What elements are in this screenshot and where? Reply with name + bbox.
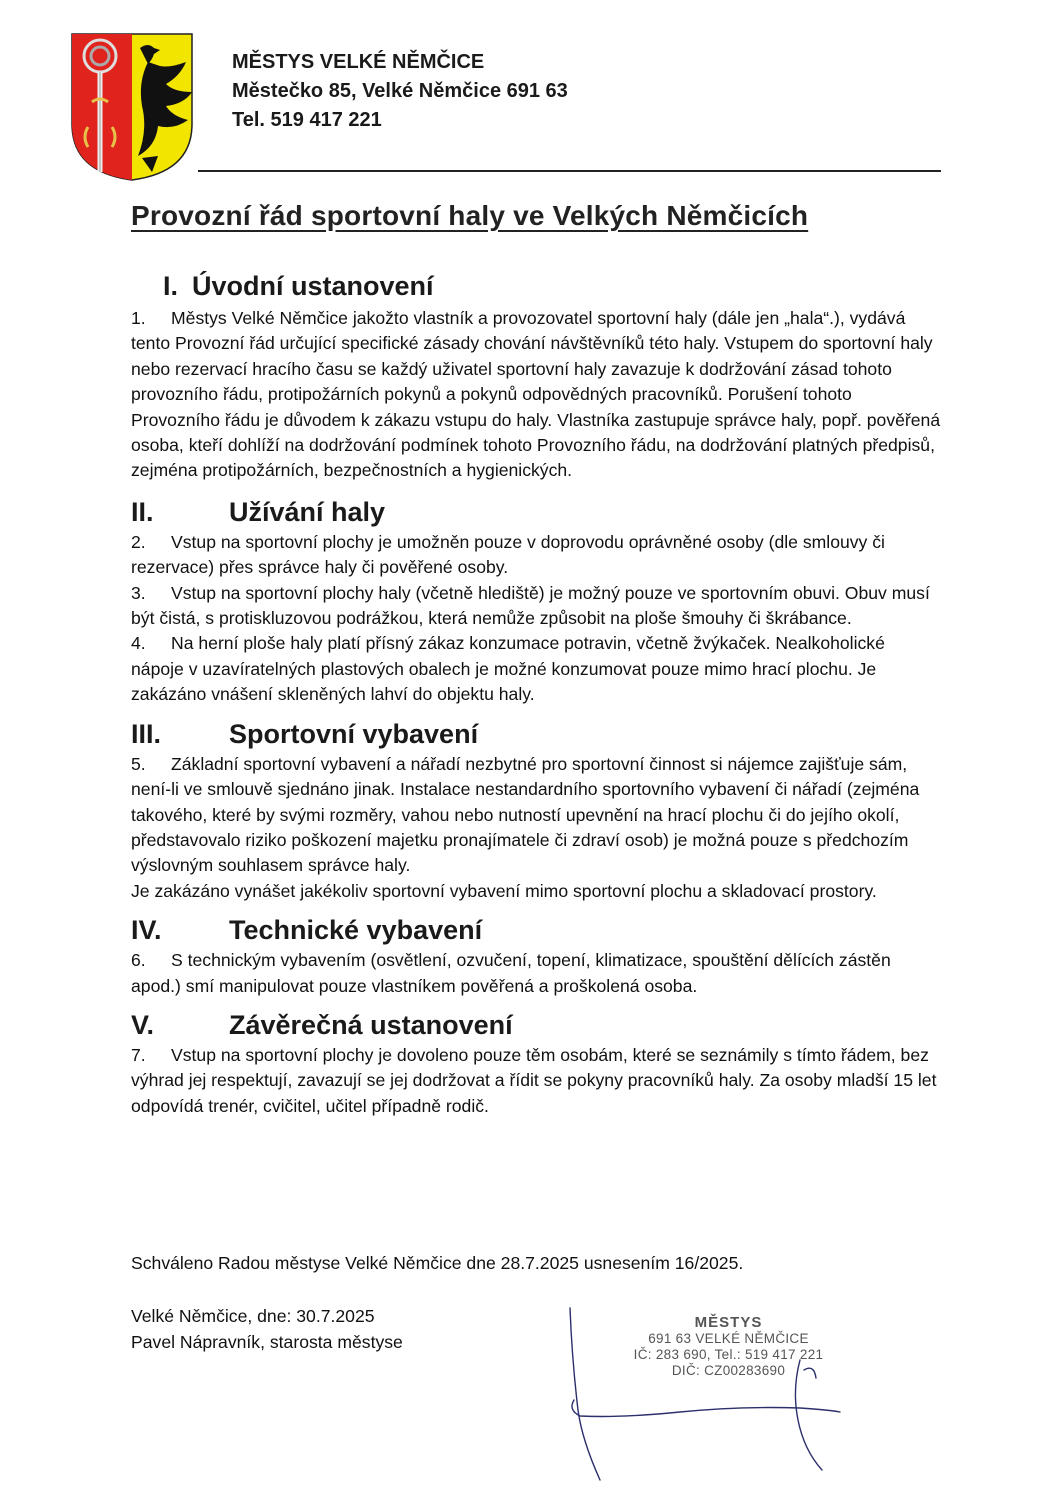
letterhead — [232, 48, 568, 135]
document-body — [131, 268, 941, 1119]
paragraph-text: S technickým vybavením (osvětlení, ozvučení, topení, klimatizace, spouštění dělících zástěn apod.) smí manipulovat pouze vlastníkem pověřená a proškolená osoba. — [131, 950, 891, 996]
section-number: IV. — [131, 915, 162, 946]
section-title: Užívání haly — [229, 496, 386, 527]
section-heading — [131, 494, 941, 530]
paragraph — [131, 306, 941, 484]
section-heading — [131, 268, 941, 304]
paragraph-number: 3. — [131, 582, 146, 603]
place-date: Velké Němčice, dne: 30.7.2025 — [131, 1306, 375, 1326]
org-name: MĚSTYS VELKÉ NĚMČICE — [232, 51, 485, 73]
section-title: Závěrečná ustanovení — [229, 1009, 513, 1040]
section-number: II. — [131, 496, 154, 527]
org-phone: Tel. 519 417 221 — [232, 109, 382, 131]
section-number: V. — [131, 1009, 155, 1040]
section-title: Úvodní ustanovení — [192, 271, 434, 301]
paragraph-number: 5. — [131, 753, 146, 774]
stamp-line: DIČ: CZ00283690 — [671, 1363, 786, 1378]
paragraph — [131, 530, 941, 581]
paragraph-number: 7. — [131, 1044, 146, 1065]
paragraph-number: 1. — [131, 308, 146, 328]
paragraph — [131, 879, 941, 904]
section-title: Technické vybavení — [229, 915, 483, 946]
paragraph — [131, 631, 941, 707]
paragraph-number: 6. — [131, 950, 146, 971]
paragraph-text: Vstup na sportovní plochy je dovoleno pouze těm osobám, které se seznámily s tímto řádem, bez výhrad jej respektují, zavazují se jej dodržovat a řídit se pokyny pracovníků haly. Za osoby mladší 15 let odpovídá trenér, cvičitel, učitel případně rodič. — [131, 1044, 937, 1116]
stamp-line: IČ: 283 690, Tel.: 519 417 221 — [633, 1347, 824, 1362]
approval-note: Schváleno Radou městyse Velké Němčice dne 28.7.2025 usnesením 16/2025. — [131, 1253, 744, 1273]
header-divider — [198, 170, 941, 172]
section-number: III. — [131, 718, 162, 749]
paragraph-number: 4. — [131, 633, 146, 654]
stamp-title: MĚSTYS — [694, 1314, 763, 1331]
handwritten-signature — [560, 1300, 850, 1490]
paragraph-text: Městys Velké Němčice jakožto vlastník a provozovatel sportovní haly (dále jen „hala“.), vydává tento Provozní řád určující specifické zásady chování návštěvníků této haly. Vstupem do sportovní haly nebo rezervací hracího času se každý uživatel sportovní haly zavazuje k dodržování zásad tohoto provozního řádu, protipožárních pokynů a pokynů odpovědných pracovníků. Porušení tohoto Provozního řádu je důvodem k zákazu vstupu do haly. Vlastníka zastupuje správce haly, popř. pověřená osoba, kteří dohlíží na dodržování podmínek tohoto Provozního řádu, na dodržování platných předpisů, zejména protipožárních, bezpečnostních a hygienických. — [131, 308, 941, 481]
section-heading — [131, 1007, 941, 1043]
section-heading — [131, 912, 941, 948]
document-title: Provozní řád sportovní haly ve Velkých Němčicích — [131, 200, 809, 231]
section-number: I. — [163, 271, 179, 301]
paragraph-text: Je zakázáno vynášet jakékoliv sportovní vybavení mimo sportovní plochu a skladovací prostory. — [131, 880, 877, 901]
org-address: Městečko 85, Velké Němčice 691 63 — [232, 80, 568, 102]
coat-of-arms-logo — [70, 32, 194, 182]
paragraph-text: Vstup na sportovní plochy haly (včetně hlediště) je možný pouze ve sportovním obuvi. Obuv musí být čistá, s protiskluzovou podrážkou, která nemůže způsobit na ploše šmouhy či škrábance. — [131, 582, 930, 629]
paragraph — [131, 581, 941, 632]
section-heading — [131, 716, 941, 752]
stamp-line: 691 63 VELKÉ NĚMČICE — [648, 1331, 809, 1346]
section-title: Sportovní vybavení — [229, 718, 479, 749]
paragraph — [131, 752, 941, 879]
signatory-name: Pavel Nápravník, starosta městyse — [131, 1332, 403, 1352]
paragraph — [131, 1043, 941, 1119]
paragraph-text: Na herní ploše haly platí přísný zákaz konzumace potravin, včetně žvýkaček. Nealkoholické nápoje v uzavíratelných plastových obalech je možné konzumovat pouze mimo hrací plochu. Je zakázáno vnášení skleněných lahví do objektu haly. — [131, 633, 885, 705]
paragraph-number: 2. — [131, 531, 146, 552]
signature-block — [131, 1303, 403, 1355]
paragraph-text: Vstup na sportovní plochy je umožněn pouze v doprovodu oprávněné osoby (dle smlouvy či rezervace) přes správce haly či pověřené osoby. — [131, 531, 885, 578]
paragraph-text: Základní sportovní vybavení a nářadí nezbytné pro sportovní činnost si nájemce zajišťuje sám, není-li ve smlouvě sjednáno jinak. Instalace nestandardního sportovního vybavení či nářadí (zejména takového, které by svými rozměry, vahou nebo nutností upevnění na hrací plochu či do jejího okolí, představovalo riziko poškození majetku pronajímatele či zdraví osob) je možná pouze s předchozím výslovným souhlasem správce haly. — [131, 753, 920, 876]
paragraph — [131, 948, 941, 999]
